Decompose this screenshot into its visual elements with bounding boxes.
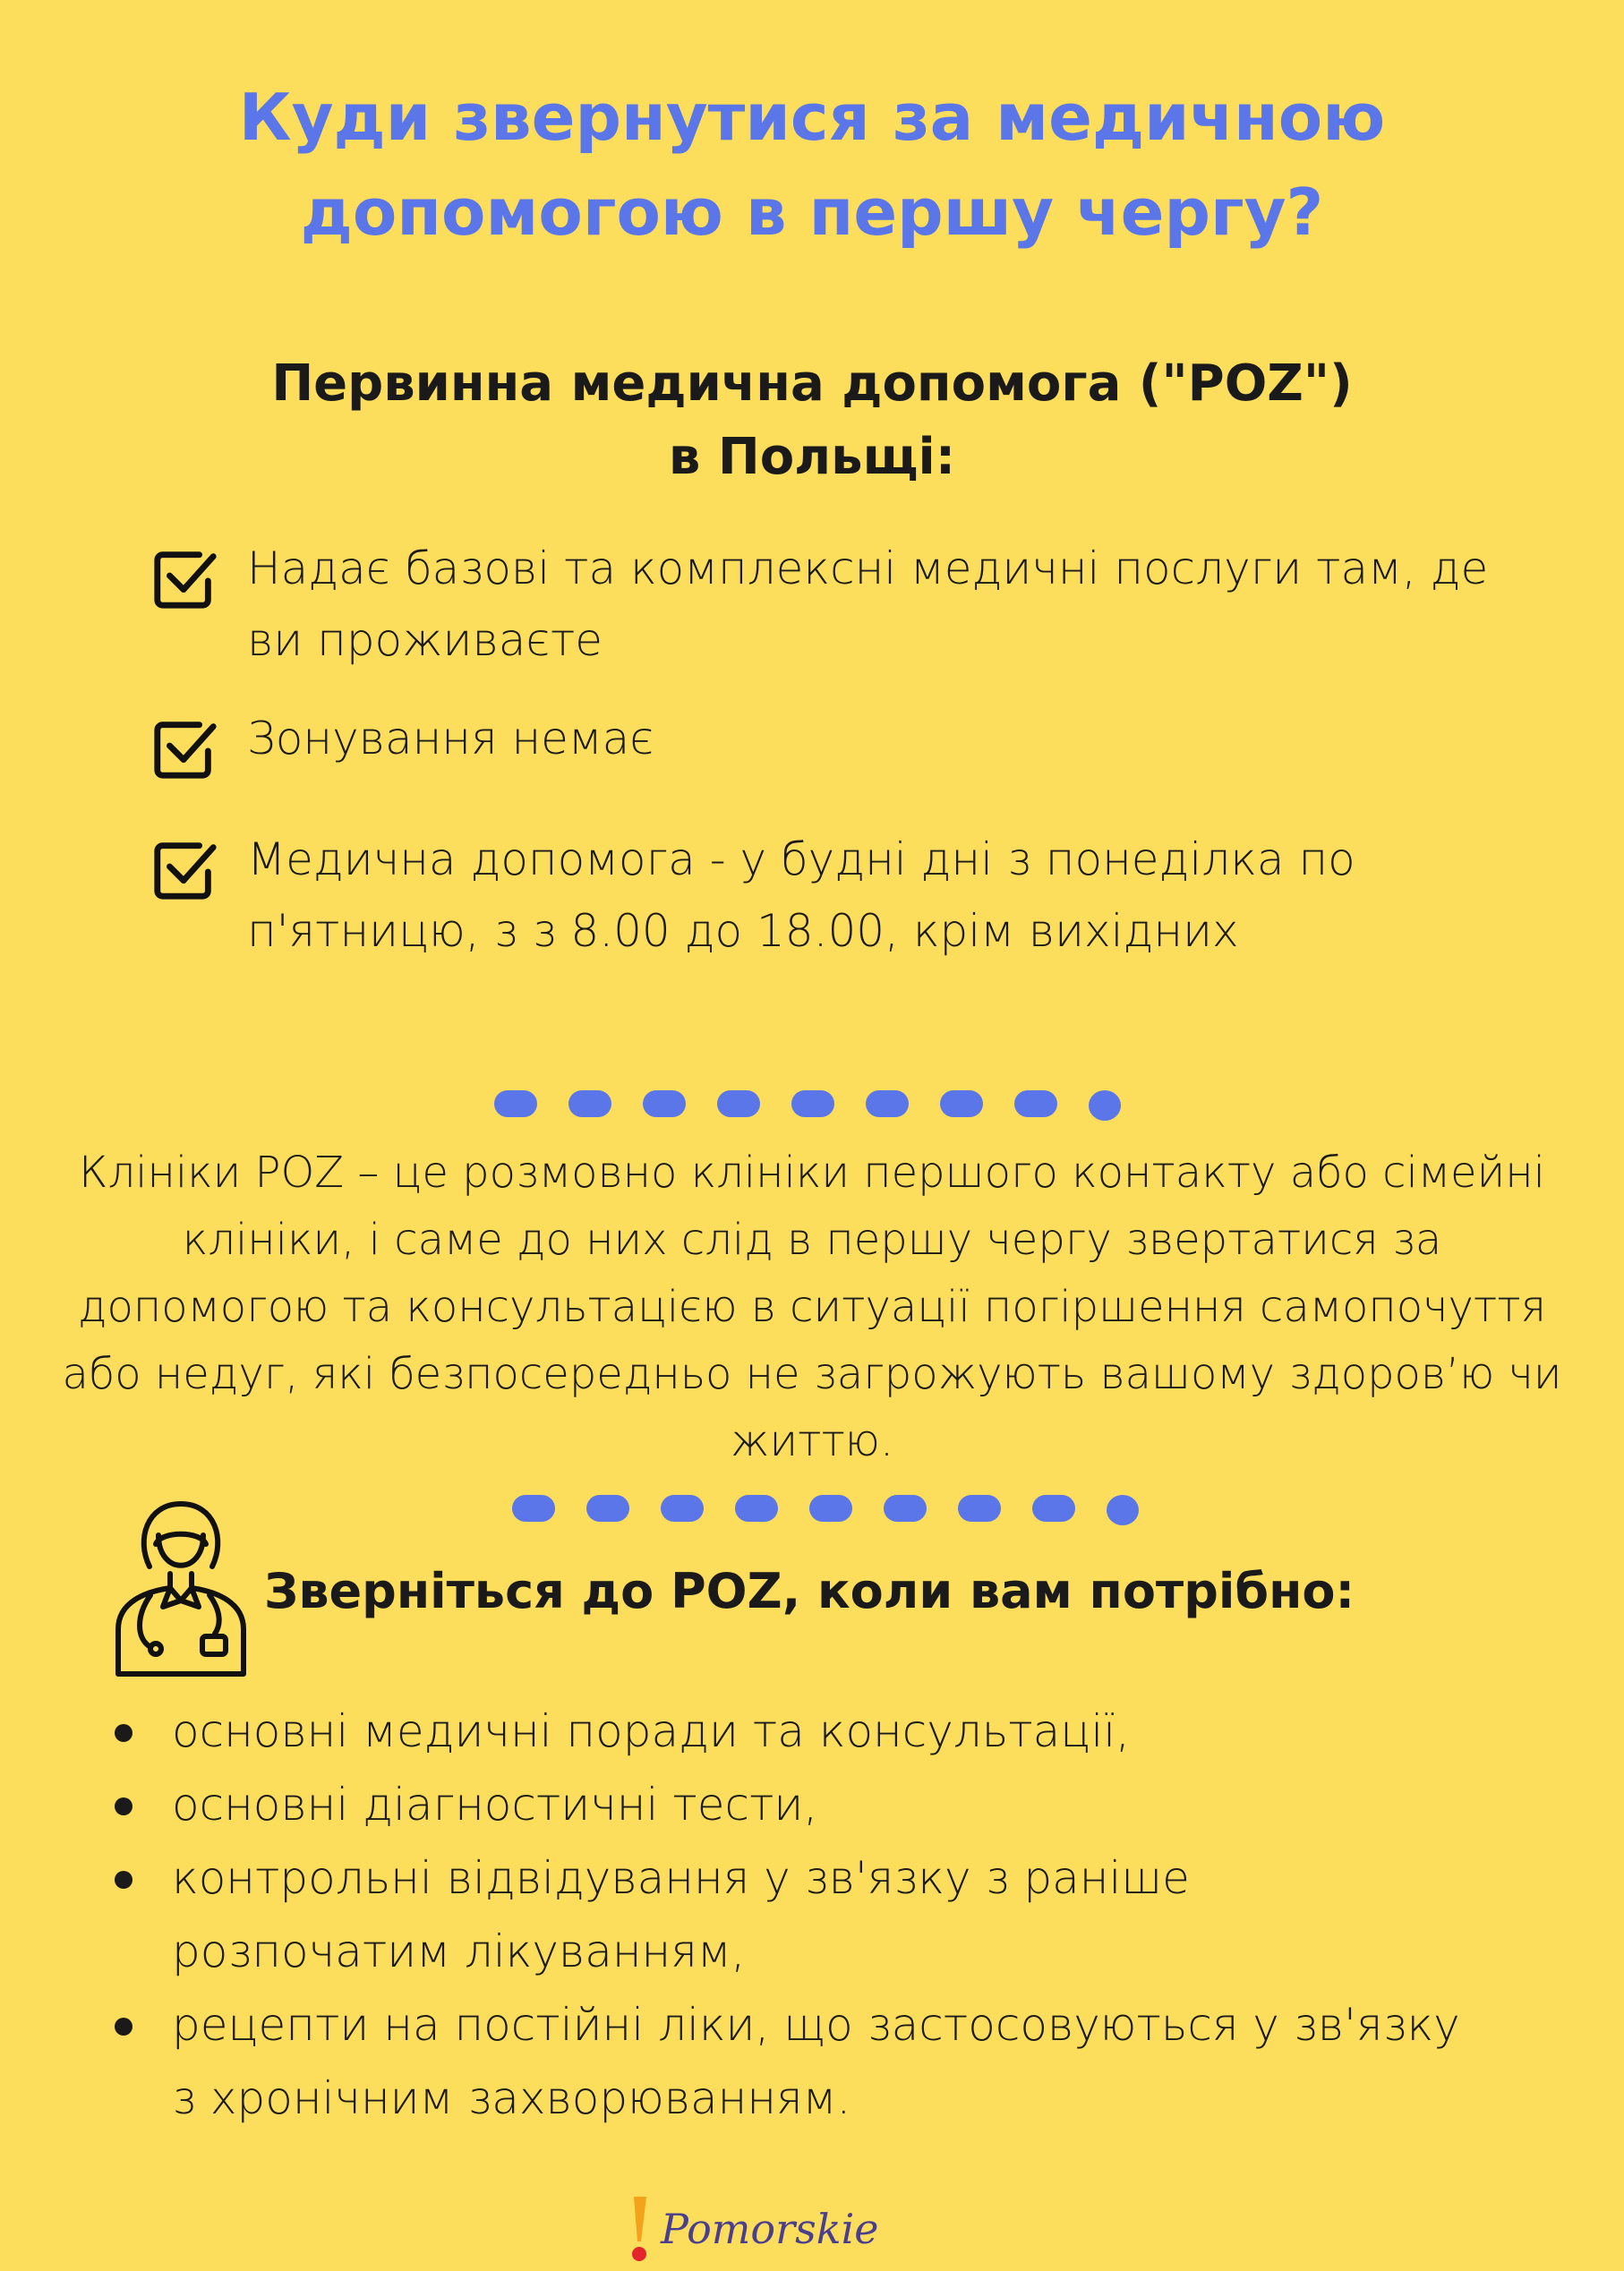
check-item-text: Надає базові та комплексні медичні послуги там, де ви проживаєте <box>247 542 1489 666</box>
divider-dots-bottom <box>512 1495 1139 1525</box>
divider-dot <box>866 1090 909 1117</box>
section-heading-poz <box>0 347 1624 494</box>
check-item-1 <box>150 533 1565 676</box>
divider-dot <box>568 1090 611 1117</box>
list-item: контрольні відвідування у зв'язку з раніше розпочатим лікуванням, <box>107 1841 1540 1988</box>
title-line-1: Куди звернутися за медичною <box>238 80 1386 155</box>
section-heading-line-1: Первинна медична допомога ("POZ") <box>271 354 1353 413</box>
pomorskie-logo <box>627 2193 895 2265</box>
check-item-3 <box>150 824 1565 967</box>
divider-dot <box>586 1495 629 1522</box>
checkbox-check-icon <box>150 712 220 783</box>
divider-dot <box>958 1495 1001 1522</box>
list-item: основні діагностичні тести, <box>107 1768 1540 1841</box>
divider-dot <box>791 1090 834 1117</box>
needs-list <box>107 1695 1540 2135</box>
doctor-icon <box>109 1495 252 1678</box>
poz-description: Клініки POZ – це розмовно клініки першого контакту або сімейні клініки, і саме до них слід в першу чергу звертатися за допомогою та консультацією в ситуації погіршення самопочуття або недуг, які безпосередньо не загрожують вашому здоров’ю чи життю. <box>62 1148 1562 1466</box>
page-title <box>0 70 1624 260</box>
title-line-2: допомогою в першу чергу? <box>300 175 1324 250</box>
checkbox-check-icon <box>150 542 220 613</box>
divider-dot <box>1107 1495 1139 1525</box>
list-item: основні медичні поради та консультації, <box>107 1695 1540 1768</box>
divider-dot <box>1089 1090 1121 1121</box>
divider-dot <box>1032 1495 1075 1522</box>
logo-text: Pomorskie <box>661 2205 879 2253</box>
divider-dot <box>643 1090 686 1117</box>
divider-dot <box>512 1495 555 1522</box>
divider-dot <box>735 1495 778 1522</box>
section-heading-when: Зверніться до POZ, коли вам потрібно: <box>264 1563 1355 1619</box>
list-item: рецепти на постійні ліки, що застосовуються у зв'язку з хронічним захворюванням. <box>107 1988 1540 2135</box>
check-item-2 <box>150 703 1565 783</box>
divider-dot <box>940 1090 983 1117</box>
check-item-text: Зонування немає <box>247 713 654 764</box>
checkbox-check-icon <box>150 832 220 904</box>
divider-dot <box>494 1090 537 1117</box>
divider-dot <box>809 1495 852 1522</box>
exclamation-logo-icon <box>627 2193 654 2265</box>
divider-dot <box>717 1090 760 1117</box>
divider-dot <box>1014 1090 1057 1117</box>
check-item-text: Медична допомога - у будні дні з понеділка по п'ятницю, з з 8.00 до 18.00, крім вихідних <box>247 833 1355 957</box>
divider-dots-top <box>494 1090 1121 1121</box>
section-heading-line-2: в Польщі: <box>668 428 956 486</box>
divider-dot <box>884 1495 927 1522</box>
divider-dot <box>661 1495 704 1522</box>
